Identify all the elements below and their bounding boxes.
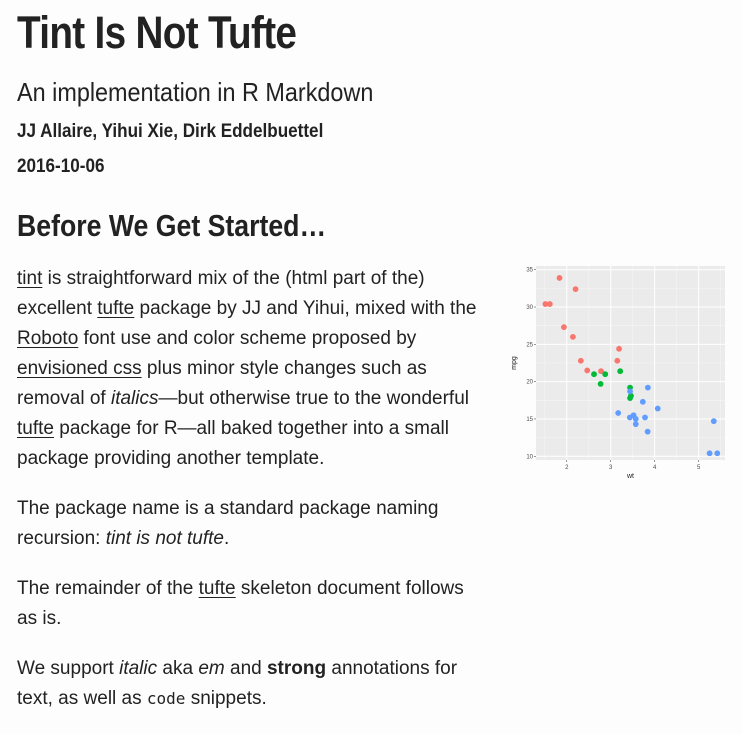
data-point (573, 286, 579, 292)
text: font use and color scheme proposed by (78, 328, 417, 349)
data-point (547, 301, 553, 307)
y-tick-label: 30 (526, 305, 533, 312)
y-tick-label: 10 (526, 454, 533, 461)
link-tufte[interactable]: tufte (97, 298, 135, 319)
text: package for R—all baked together into a small package providing another template. (17, 418, 449, 469)
data-point (627, 388, 633, 394)
data-point (714, 450, 720, 456)
data-point (655, 406, 661, 412)
emphasis: tint is not tufte (105, 528, 224, 549)
emphasis: italics (110, 388, 159, 409)
data-point (598, 381, 604, 387)
text: The remainder of the (17, 578, 199, 599)
text: aka (157, 658, 199, 679)
link-tint[interactable]: tint (17, 268, 43, 289)
y-tick-label: 35 (526, 267, 533, 274)
emphasis-em: em (198, 658, 225, 679)
link-tufte-package[interactable]: tufte (17, 418, 54, 439)
data-point (591, 371, 597, 377)
paragraph-remainder (17, 574, 479, 634)
text: package by JJ and Yihui, mixed with the (134, 298, 477, 319)
data-point (578, 358, 584, 364)
text: skeleton document follows as is. (17, 578, 464, 629)
document-title: Tint Is Not Tufte (17, 7, 297, 58)
inline-code: code (146, 689, 186, 708)
text: is straightforward mix of the (html part of the) excellent (17, 268, 425, 319)
paragraph-intro (17, 264, 479, 474)
data-point (570, 334, 576, 340)
y-tick-label: 20 (526, 379, 533, 386)
link-envisioned-css[interactable]: envisioned css (17, 358, 142, 379)
data-point (645, 429, 651, 435)
link-tufte-skeleton[interactable]: tufte (198, 578, 236, 599)
y-axis-title: mpg (511, 356, 518, 370)
data-point (633, 416, 639, 422)
text: We support (17, 658, 120, 679)
x-axis-title: wt (627, 473, 634, 480)
text: plus minor style changes such as removal of (17, 358, 427, 409)
paragraph-name (17, 494, 479, 554)
data-point (633, 421, 639, 427)
document-authors: JJ Allaire, Yihui Xie, Dirk Eddelbuettel (17, 121, 324, 142)
paragraph-formatting (17, 654, 479, 714)
document-subtitle: An implementation in R Markdown (17, 77, 374, 107)
text: and (224, 658, 267, 679)
data-point (614, 358, 620, 364)
text: snippets. (185, 688, 267, 709)
x-tick-label: 2 (565, 465, 569, 471)
link-roboto[interactable]: Roboto (17, 328, 79, 349)
data-point (616, 346, 622, 352)
data-point (711, 418, 717, 424)
y-tick-label: 15 (526, 416, 533, 423)
data-point (602, 371, 608, 377)
data-point (584, 368, 590, 374)
text: . (224, 528, 230, 549)
data-point (615, 410, 621, 416)
data-point (640, 399, 646, 405)
main-content (17, 264, 479, 734)
x-tick-label: 5 (696, 465, 701, 471)
strong-text: strong (266, 658, 327, 679)
data-point (642, 415, 648, 421)
text: —but otherwise true to the wonderful (158, 388, 470, 409)
data-point (557, 275, 563, 281)
y-tick-label: 25 (526, 342, 533, 349)
x-tick-label: 3 (609, 465, 613, 471)
section-heading: Before We Get Started… (17, 208, 327, 243)
emphasis-italic: italic (119, 658, 158, 679)
data-point (707, 450, 713, 456)
data-point (617, 368, 623, 374)
data-point (561, 324, 567, 330)
data-point (627, 415, 633, 421)
document-date: 2016-10-06 (17, 156, 105, 177)
data-point (645, 385, 651, 391)
text: The package name is a standard package naming recursion: (17, 498, 439, 549)
margin-figure-scatter-plot (508, 262, 730, 484)
x-tick-label: 4 (653, 465, 657, 471)
text: annotations for text, as well as (17, 658, 458, 709)
